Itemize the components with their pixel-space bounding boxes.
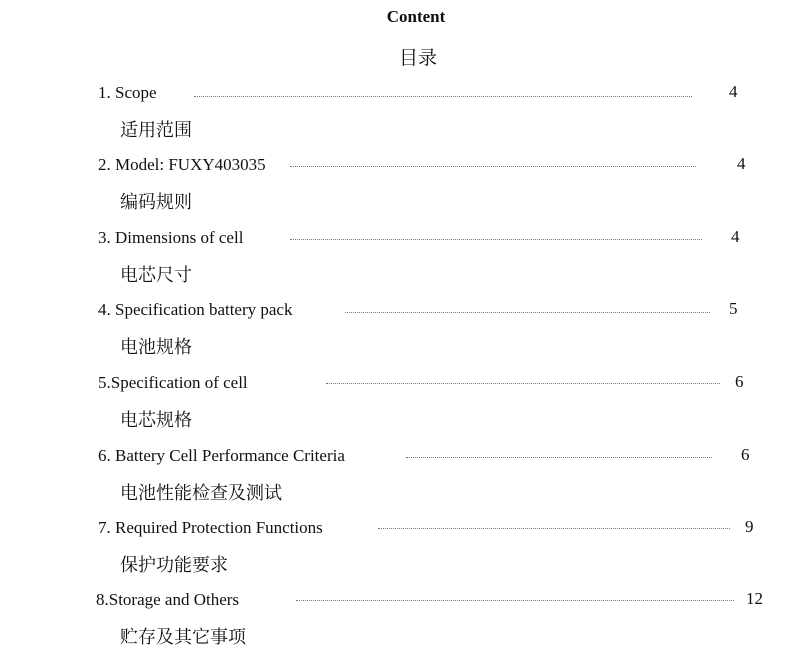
toc-title-zh: 目录 [398,47,437,69]
dot-leader [378,528,730,529]
dot-leader [406,457,712,458]
dot-leader [296,600,734,601]
toc-entry-label[interactable]: 3. Dimensions of cell [98,228,244,247]
toc-entry-label[interactable]: 7. Required Protection Functions [98,518,323,537]
dot-leader [290,239,702,240]
toc-entry-page: 12 [746,589,763,608]
toc-entry-page: 6 [741,445,750,464]
toc-entry-label-zh: 电池性能检查及测试 [120,483,282,504]
dot-leader [290,166,696,167]
toc-entry-label-zh: 电芯规格 [120,410,192,431]
toc-title: Content [386,7,446,26]
toc-entry-label-zh: 适用范围 [120,120,192,141]
toc-entry-label[interactable]: 2. Model: FUXY403035 [98,155,266,174]
toc-entry-label-zh: 电芯尺寸 [120,265,192,286]
toc-entry-page: 4 [729,82,738,101]
toc-entry-page: 9 [745,517,754,536]
toc-entry-label-zh: 保护功能要求 [120,555,228,576]
toc-entry-label[interactable]: 5.Specification of cell [98,373,248,392]
toc-entry-label-zh: 编码规则 [120,192,192,213]
toc-entry-page: 5 [729,299,738,318]
dot-leader [326,383,720,384]
toc-entry-label[interactable]: 4. Specification battery pack [98,300,293,319]
dot-leader [345,312,710,313]
toc-entry-label-zh: 贮存及其它事项 [120,627,246,648]
dot-leader [194,96,692,97]
toc-entry-page: 4 [731,227,740,246]
toc-entry-page: 4 [737,154,746,173]
toc-entry-page: 6 [735,372,744,391]
toc-entry-label-zh: 电池规格 [120,337,192,358]
toc-entry-label[interactable]: 6. Battery Cell Performance Criteria [98,446,345,465]
toc-entry-label[interactable]: 1. Scope [98,83,157,102]
toc-entry-label[interactable]: 8.Storage and Others [96,590,240,609]
